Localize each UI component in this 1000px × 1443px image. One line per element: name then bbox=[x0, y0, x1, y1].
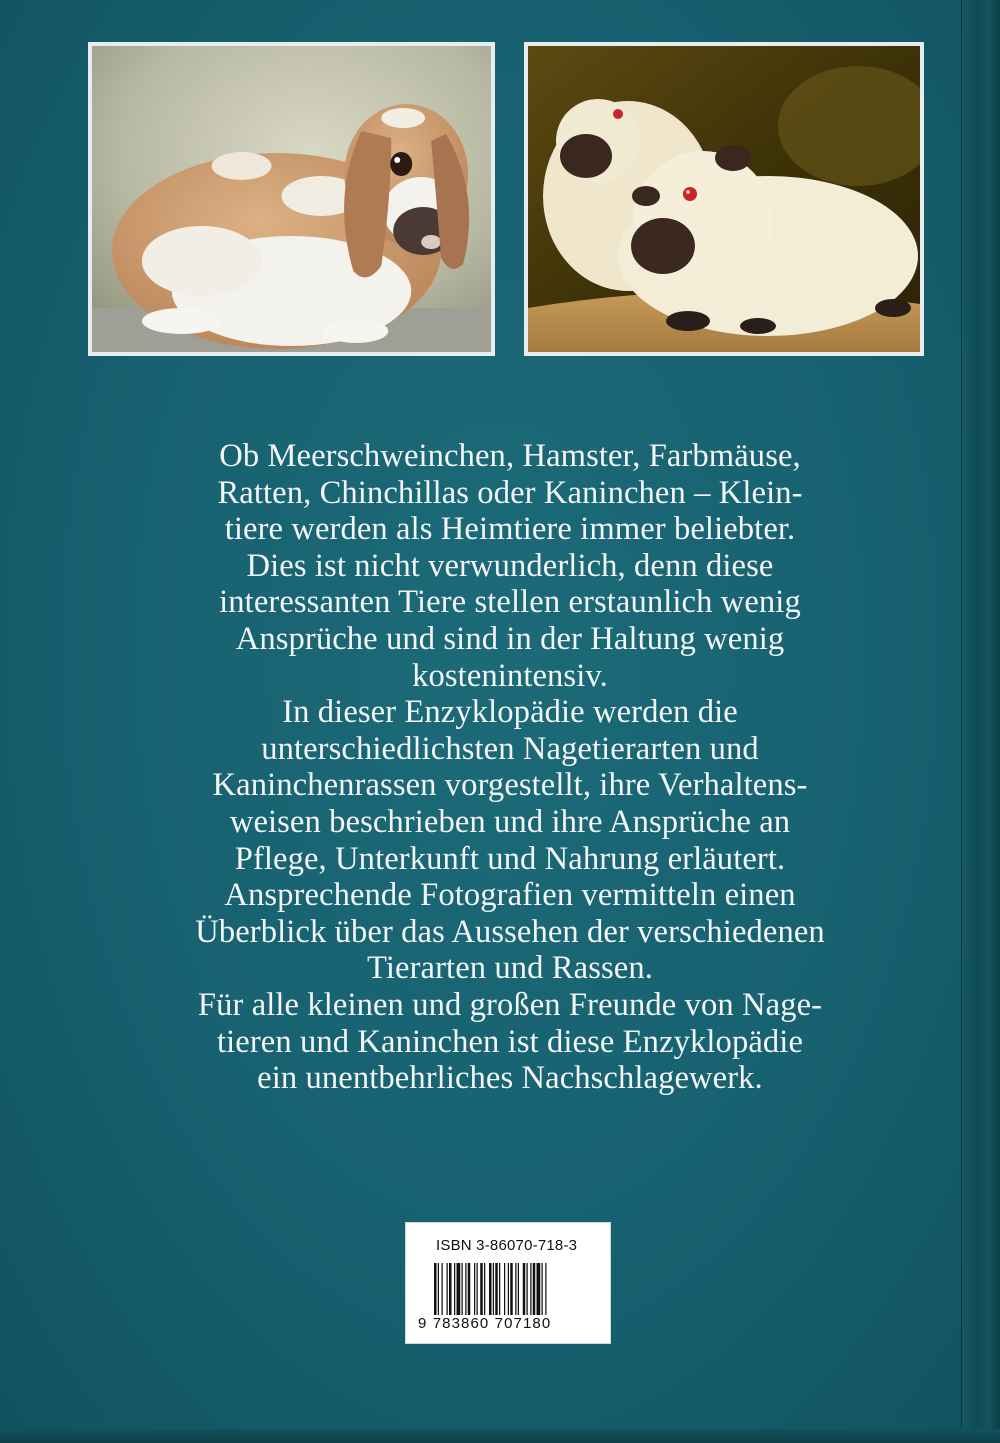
book-spine-edge bbox=[961, 0, 1000, 1443]
barcode-bar bbox=[499, 1263, 500, 1323]
blurb-line: kostenintensiv. bbox=[412, 657, 608, 694]
barcode-bar bbox=[480, 1263, 483, 1323]
barcode-bar bbox=[493, 1263, 494, 1323]
blurb-line: Ansprechende Fotografien vermitteln einen bbox=[224, 877, 796, 914]
barcode-bar bbox=[489, 1263, 492, 1323]
barcode-bar bbox=[533, 1263, 536, 1323]
guinea-pigs-image bbox=[528, 46, 920, 352]
blurb-line: unterschiedlichsten Nagetierarten und bbox=[261, 730, 759, 767]
blurb-line: In dieser Enzyklopädie werden die bbox=[282, 694, 738, 731]
blurb-line: Pflege, Unterkunft und Nahrung erläutert. bbox=[234, 840, 786, 877]
barcode-bar bbox=[447, 1263, 448, 1323]
blurb-line: Ansprüche und sind in der Haltung wenig bbox=[235, 620, 785, 657]
blurb-line: tiere werden als Heimtiere immer beliebter. bbox=[224, 511, 796, 548]
barcode-icon bbox=[434, 1263, 585, 1323]
guinea-pigs-photo bbox=[524, 42, 924, 356]
cover-blurb bbox=[150, 438, 870, 1097]
barcode-bar bbox=[530, 1263, 531, 1323]
rabbit-image bbox=[92, 46, 491, 352]
barcode-bar bbox=[438, 1263, 439, 1323]
barcode-bar bbox=[474, 1263, 475, 1323]
barcode-bar bbox=[442, 1263, 443, 1323]
barcode-bar bbox=[510, 1263, 513, 1323]
barcode-bar bbox=[462, 1263, 463, 1323]
barcode-bar bbox=[477, 1263, 478, 1323]
barcode-bar bbox=[518, 1263, 519, 1323]
blurb-line: Ratten, Chinchillas oder Kaninchen – Klein- bbox=[217, 474, 803, 511]
barcode-bar bbox=[542, 1263, 543, 1323]
barcode-bar bbox=[508, 1263, 509, 1323]
barcode-bar bbox=[537, 1263, 541, 1323]
barcode-bar bbox=[527, 1263, 528, 1323]
blurb-line: weisen beschrieben und ihre Ansprüche an bbox=[229, 803, 791, 840]
blurb-line: Für alle kleinen und großen Freunde von Nage- bbox=[197, 986, 823, 1023]
isbn-number: ISBN 3-86070-718-3 bbox=[436, 1237, 578, 1254]
barcode-bar bbox=[454, 1263, 455, 1323]
blurb-line: Überblick über das Aussehen der verschiedenen bbox=[195, 913, 825, 950]
barcode-bar bbox=[457, 1263, 461, 1323]
barcode-bar bbox=[465, 1263, 466, 1323]
rabbit-photo bbox=[88, 42, 495, 356]
barcode-bar bbox=[545, 1263, 546, 1323]
barcode-bar bbox=[484, 1263, 485, 1323]
barcode-bar bbox=[468, 1263, 471, 1323]
barcode-bar bbox=[495, 1263, 498, 1323]
isbn-barcode-label bbox=[405, 1222, 611, 1344]
blurb-line: Ob Meerschweinchen, Hamster, Farbmäuse, bbox=[219, 438, 801, 474]
blurb-line: Tierarten und Rassen. bbox=[367, 950, 653, 987]
barcode-bar bbox=[449, 1263, 452, 1323]
blurb-line: Kaninchenrassen vorgestellt, ihre Verhaltens- bbox=[212, 767, 808, 804]
barcode-bar bbox=[434, 1263, 437, 1323]
blurb-line: Dies ist nicht verwunderlich, denn diese bbox=[246, 547, 774, 584]
blurb-line: interessanten Tiere stellen erstaunlich wenig bbox=[219, 584, 801, 621]
barcode-bar bbox=[523, 1263, 526, 1323]
book-bottom-edge bbox=[0, 1429, 1000, 1443]
blurb-line: ein unentbehrliches Nachschlagewerk. bbox=[257, 1060, 763, 1097]
barcode-bar bbox=[515, 1263, 516, 1323]
barcode-bar bbox=[504, 1263, 505, 1323]
barcode-digits: 9 783860 707180 bbox=[418, 1315, 552, 1332]
blurb-line: tieren und Kaninchen ist diese Enzyklopädie bbox=[217, 1023, 803, 1060]
